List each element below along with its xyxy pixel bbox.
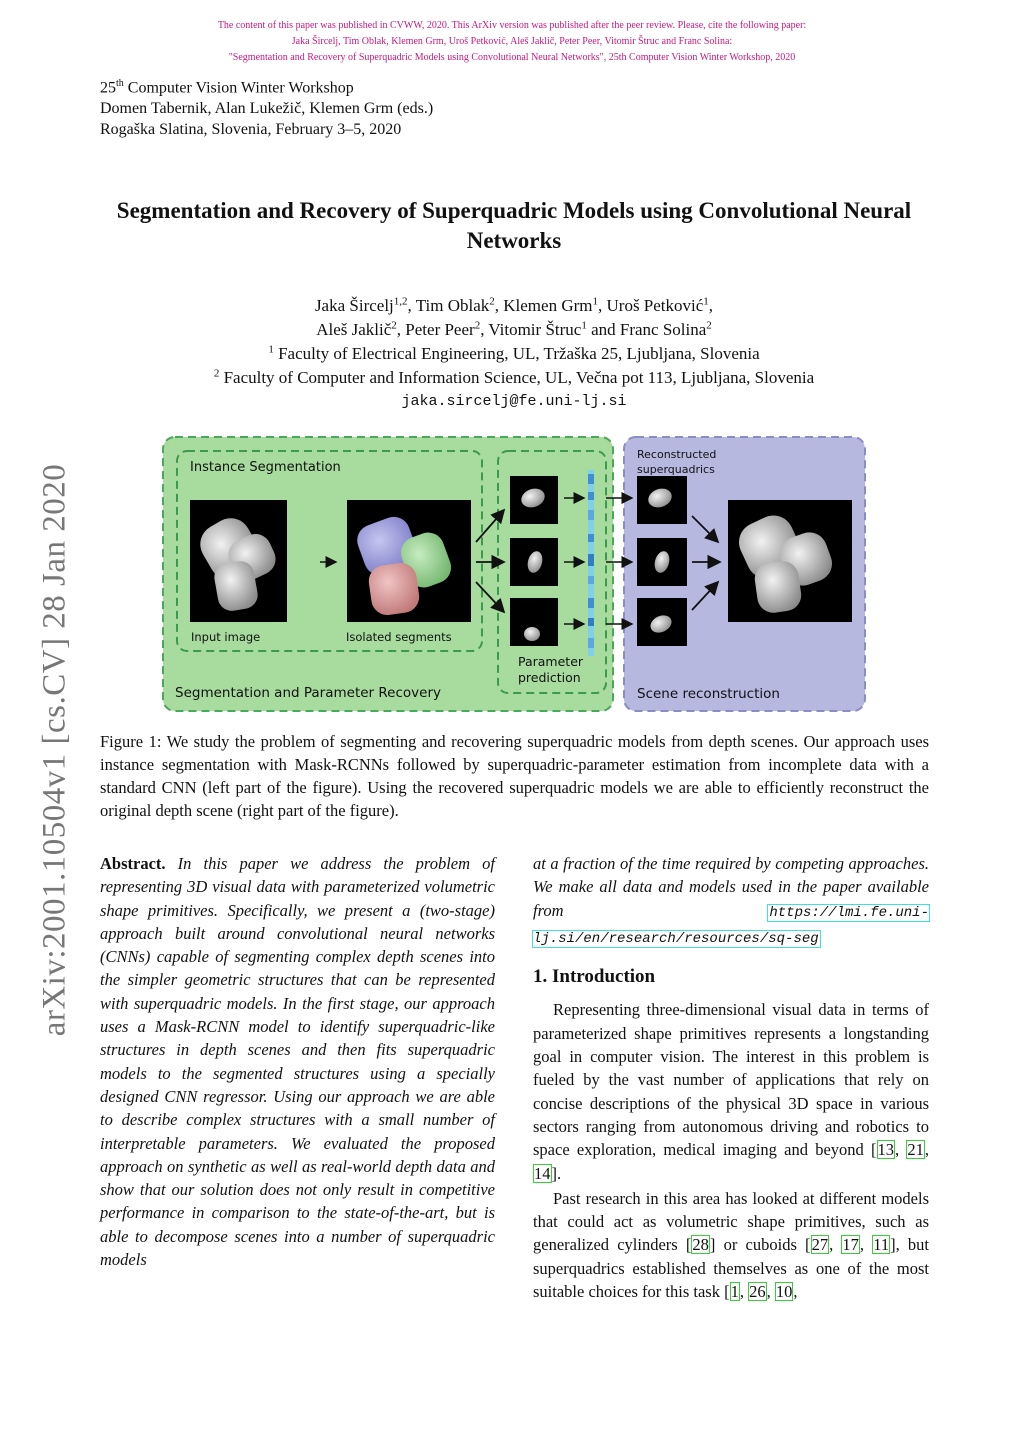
author-name: , Peter Peer — [396, 320, 475, 339]
right-column — [533, 852, 929, 1305]
citation-link[interactable]: 26 — [749, 1282, 766, 1302]
figure-caption: Figure 1: We study the problem of segmenting and recovering superquadric models from depth scenes. Our approach uses instance segmentation with Mask-RCNNs followed by superquadric-parameter estimation from incomplete data with a standard CNN (left part of the figure). Using the recovered superquadric models we are able to efficiently reconstruct the original depth scene (right part of the figure). — [100, 732, 929, 820]
author-affiliation-sup: 1 — [703, 295, 709, 308]
contact-email: jaka.sircelj@fe.uni-lj.si — [401, 393, 627, 410]
author-line-1 — [100, 294, 928, 318]
abstract-text: In this paper we address the problem of representing 3D visual data with parameterized volumetric shape primitives. Specifically, we present a (two-stage) approach built around convolutional neural networks (CNNs) capable of segmenting complex depth scenes into the simpler geometric structures that can be represented with superquadric models. In the first stage, our approach uses a Mask-RCNN model to identify superquadric-like structures in depth scenes and then fits superquadric models to the segmented structures using a specially designed CNN regressor. Using our approach we are able to describe complex structures with a small number of interpretable parameters. We evaluated the proposed approach on synthetic as well as real-world depth data and show that our solution does not only result in competitive performance in comparison to the state-of-the-art, but is able to decompose scenes into a number of superquadric models — [100, 854, 495, 1270]
author-name: Jaka Šircelj — [314, 296, 394, 315]
segment-shape — [524, 627, 540, 641]
author-affiliation-sup: 2 — [391, 319, 397, 332]
workshop-name: Computer Vision Winter Workshop — [123, 79, 354, 97]
author-affiliation-sup: 2 — [489, 295, 495, 308]
citation-link[interactable]: 11 — [873, 1235, 890, 1255]
author-affiliation-sup: 1 — [592, 295, 598, 308]
parameter-vector — [588, 470, 594, 656]
author-name: Aleš Jaklič — [316, 320, 392, 339]
label-isolated-segments: Isolated segments — [346, 630, 452, 644]
arxiv-id: arXiv:2001.10504v1 [cs.CV] 28 Jan 2020 — [36, 463, 73, 1037]
author-name: and Franc Solina — [586, 320, 707, 339]
citation-link[interactable]: 21 — [907, 1140, 924, 1160]
author-block — [100, 294, 928, 414]
author-name: , Tim Oblak — [407, 296, 490, 315]
section-heading-introduction: 1. Introduction — [533, 966, 656, 988]
author-name: , Vitomir Štruc — [480, 320, 582, 339]
citation-link[interactable]: 28 — [692, 1235, 709, 1255]
citation-link[interactable]: 10 — [775, 1282, 793, 1302]
affiliation-1: $^1$ Faculty of Electrical Engineering, UL, Tržaška 25, Ljubljana, Slovenia — [268, 343, 760, 363]
author-affiliation-sup: 1,2 — [393, 295, 408, 308]
abstract-label: Abstract. — [100, 854, 166, 873]
author-name: , Uroš Petković — [598, 296, 704, 315]
label-instance-segmentation: Instance Segmentation — [190, 460, 341, 475]
figure-1-diagram — [160, 434, 868, 714]
label-superquadrics: superquadrics — [637, 463, 715, 476]
label-input-image: Input image — [191, 630, 261, 644]
citation-link[interactable]: 17 — [842, 1235, 859, 1255]
notice-line-1: The content of this paper was published in CVWW, 2020. This ArXiv version was published after the peer review. Please, cite the following paper: — [217, 20, 807, 31]
publication-notice — [0, 18, 1024, 66]
workshop-editors: Domen Tabernik, Alan Lukežič, Klemen Grm (eds.) — [100, 100, 434, 118]
workshop-header — [100, 73, 433, 140]
citation-link[interactable]: 1 — [730, 1282, 739, 1302]
label-prediction: prediction — [518, 670, 581, 685]
label-reconstructed: Reconstructed — [637, 448, 717, 461]
citation-link[interactable]: 13 — [877, 1140, 895, 1160]
label-scene-reconstruction: Scene reconstruction — [637, 686, 780, 702]
workshop-location: Rogaška Slatina, Slovenia, February 3–5, 2020 — [100, 121, 402, 139]
affiliation-2: $^2$ Faculty of Computer and Information Science, UL, Večna pot 113, Ljubljana, Slovenia — [213, 367, 815, 387]
author-affiliation-sup: 1 — [581, 319, 587, 332]
label-parameter: Parameter — [518, 654, 584, 669]
paper-title: Segmentation and Recovery of Superquadric Models using Convolutional Neural Networks — [116, 198, 912, 253]
author-affiliation-sup: 2 — [474, 319, 481, 332]
intro-paragraph-1: Representing three-dimensional visual data in terms of parameterized shape primitives represents a longstanding goal in computer vision. The interest in this problem is fueled by the vast number of applications that rely on concise descriptions of the physical 3D space in various sectors ranging from autonomous driving and robotics to space exploration, medical imaging and beyond [13, 21, 14]. — [533, 1000, 929, 1183]
abstract-column — [100, 852, 495, 1271]
dataset-link[interactable]: https://lmi.fe.uni-lj.si/en/research/resources/sq-seg — [533, 904, 929, 947]
notice-line-3: "Segmentation and Recovery of Superquadric Models using Convolutional Neural Networks", 25th Computer Vision Winter Workshop, 2020 — [228, 52, 796, 63]
citation-link[interactable]: 27 — [811, 1235, 829, 1255]
notice-line-2: Jaka Šircelj, Tim Oblak, Klemen Grm, Uroš Petković, Aleš Jaklič, Peter Peer, Vitomir Štruc and Franc Solina: — [291, 36, 733, 47]
citation-link[interactable]: 14 — [534, 1163, 551, 1183]
intro-paragraph-2: Past research in this area has looked at different models that could act as volumetric shape primitives, such as generalized cylinders [28] or cuboids [27, 17, 11], but superquadrics established themselves as one of the most suitable choices for this task [1, 26, 10, — [533, 1188, 930, 1302]
author-affiliation-sup: 2 — [706, 319, 712, 332]
author-separator: , — [708, 296, 714, 315]
figure-1 — [160, 434, 868, 714]
workshop-ordinal-sup: th — [116, 78, 124, 89]
workshop-ordinal: 25 — [100, 79, 116, 97]
author-line-2 — [100, 318, 928, 342]
author-name: , Klemen Grm — [494, 296, 593, 315]
abstract-continuation: at a fraction of the time required by competing approaches. We make all data and models used in the paper available from https://lmi.fe.uni-lj.si/en/research/resources/sq-seg — [533, 854, 929, 947]
label-seg-param-recovery: Segmentation and Parameter Recovery — [175, 685, 441, 701]
